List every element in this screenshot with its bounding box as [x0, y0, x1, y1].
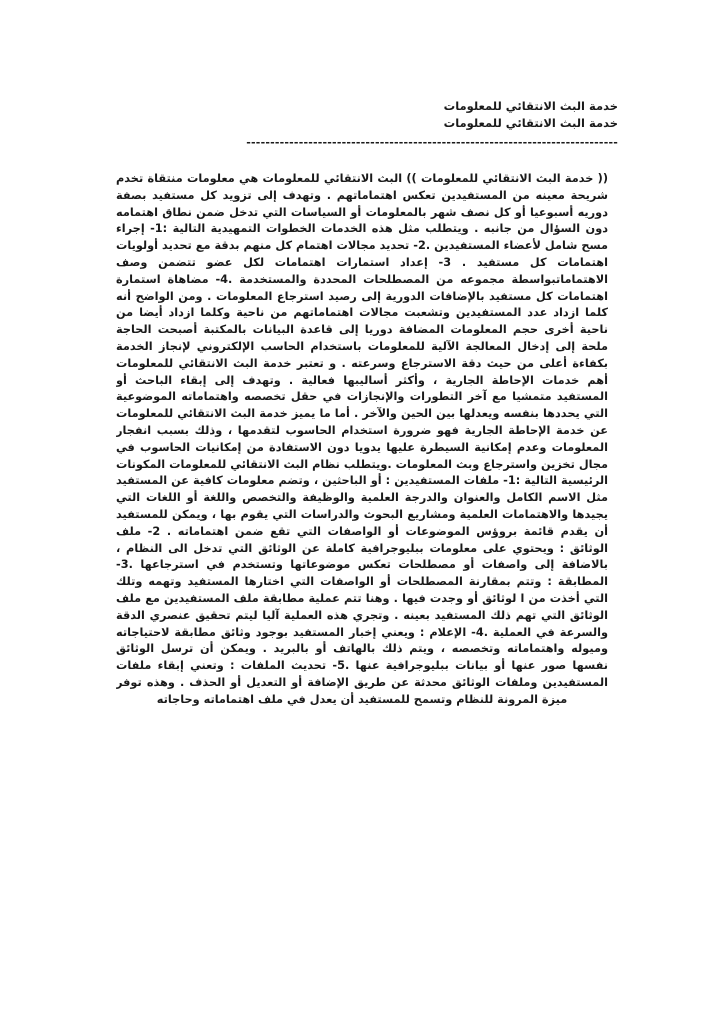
dashed-separator: ------------------------------------------------------------------------------	[246, 136, 618, 149]
document-title: خدمة البث الانتقائي للمعلومات	[443, 99, 618, 113]
body-paragraph: (( خدمة البث الانتقائي للمعلومات )) البث الانتقائي للمعلومات هي معلومات منتقاة تخدم شريحة معينه من المستفيدين تعكس اهتماماتهم . وتهدف إلى تزويد كل مستفيد بصفة دوريه أسبوعيا أو كل نصف شهر بالمعلومات أو السياسات التي تدخل ضمن نطاق اهتمامه دون السؤال من جانبه . ويتطلب مثل هذه الخدمات الخطوات التمهيدية التالية :1- إجراء مسح شامل لأعضاء المستفيدين .2- تحديد مجالات اهتمام كل منهم بدقة مع تحديد أولويات اهتمامات كل مستفيد . 3- إعداد استمارات اهتمامات لكل عضو تتضمن وصف الاهتماماتبواسطة مجموعه من المصطلحات المحددة والمستخدمة .4- مضاهاة استمارة اهتمامات كل مستفيد بالإضافات الدورية إلى رصيد استرجاع المعلومات . ومن الواضح أنه كلما ازداد عدد المستفيدين وتشعبت مجالات اهتماماتهم من ناحية وكلما ازداد أيضا من ناحية أخرى حجم المعلومات المضافة دوريا إلى قاعدة البيانات بالمكتبة أصبحت الحاجة ملحة إلى إدخال المعالجة الآلية للمعلومات باستخدام الحاسب الإلكتروني لإنجاز الخدمة بكفاءة أعلى من حيث دقة الاسترجاع وسرعته . و تعتبر خدمة البث الانتقائي للمعلومات أهم خدمات الإحاطة الجارية ، وأكثر أساليبها فعالية . وتهدف إلى إبقاء الباحث أو المستفيد متمشيا مع آخر التطورات والإنجازات في حقل تخصصه واهتماماته الموضوعية التي يحددها بنفسه ويعدلها بين الحين والآخر . أما ما يميز خدمة البث الانتقائي للمعلومات عن خدمة الإحاطة الجارية فهو ضرورة استخدام الحاسوب لتقدمها ، وذلك بسبب انفجار المعلومات وعدم إمكانية السيطرة عليها يدويا دون الاستفادة من إمكانيات الحاسوب في مجال تخزين واسترجاع وبث المعلومات .ويتطلب نظام البث الانتقائي للمعلومات المكونات الرئيسية التالية :1- ملفات المستفيدين : أو الباحثين ، وتضم معلومات كافية عن المستفيد مثل الاسم الكامل والعنوان والدرجة العلمية والوظيفة والتخصص واللغة أو اللغات التي يجيدها والاهتمامات العلمية ومشاريع البحوث والدراسات التي يقوم بها ، ويمكن للمستفيد أن يقدم قائمة بروؤس الموضوعات أو الواصفات التي تقع ضمن اهتماماته . 2- ملف الوثائق : ويحتوي على معلومات ببليوجرافية كاملة عن الوثائق التي تدخل الى النظام ، بالاضافة إلى واصفات أو مصطلحات تعكس موضوعاتها وتستخدم في استرجاعها .3- المطابقة : وتتم بمقارنة المصطلحات أو الواصفات التي اختارها المستفيد وتهمه وتلك التي أخذت من ا لوثائق أو وجدت فيها . وهنا تتم عملية مطابقة ملف المستفيدين مع ملف الوثائق التي تهم ذلك المستفيد بعينه . وتجري هذه العملية آليا ليتم تحقيق عنصري الدقة والسرعة في العملية .4- الإعلام : ويعني إخبار المستفيد بوجود وثائق مطابقة لاحتياجاته وميوله واهتماماته وتخصصه ، ويتم ذلك بالهاتف أو بالبريد . ويمكن أن ترسل الوثائق نفسها صور عنها أو بيانات ببليوجرافية عنها .5- تحديث الملفات : وتعني إبقاء ملفات المستفيدين وملفات الوثائق محدثة عن طريق الإضافة أو التعديل أو الحذف . وهذه توفر ميزة المرونة للنظام وتسمح للمستفيد أن يعدل في ملف اهتماماته وحاجاته	[116, 172, 608, 706]
document-subtitle: خدمة البث الانتقائي للمعلومات	[443, 116, 618, 130]
